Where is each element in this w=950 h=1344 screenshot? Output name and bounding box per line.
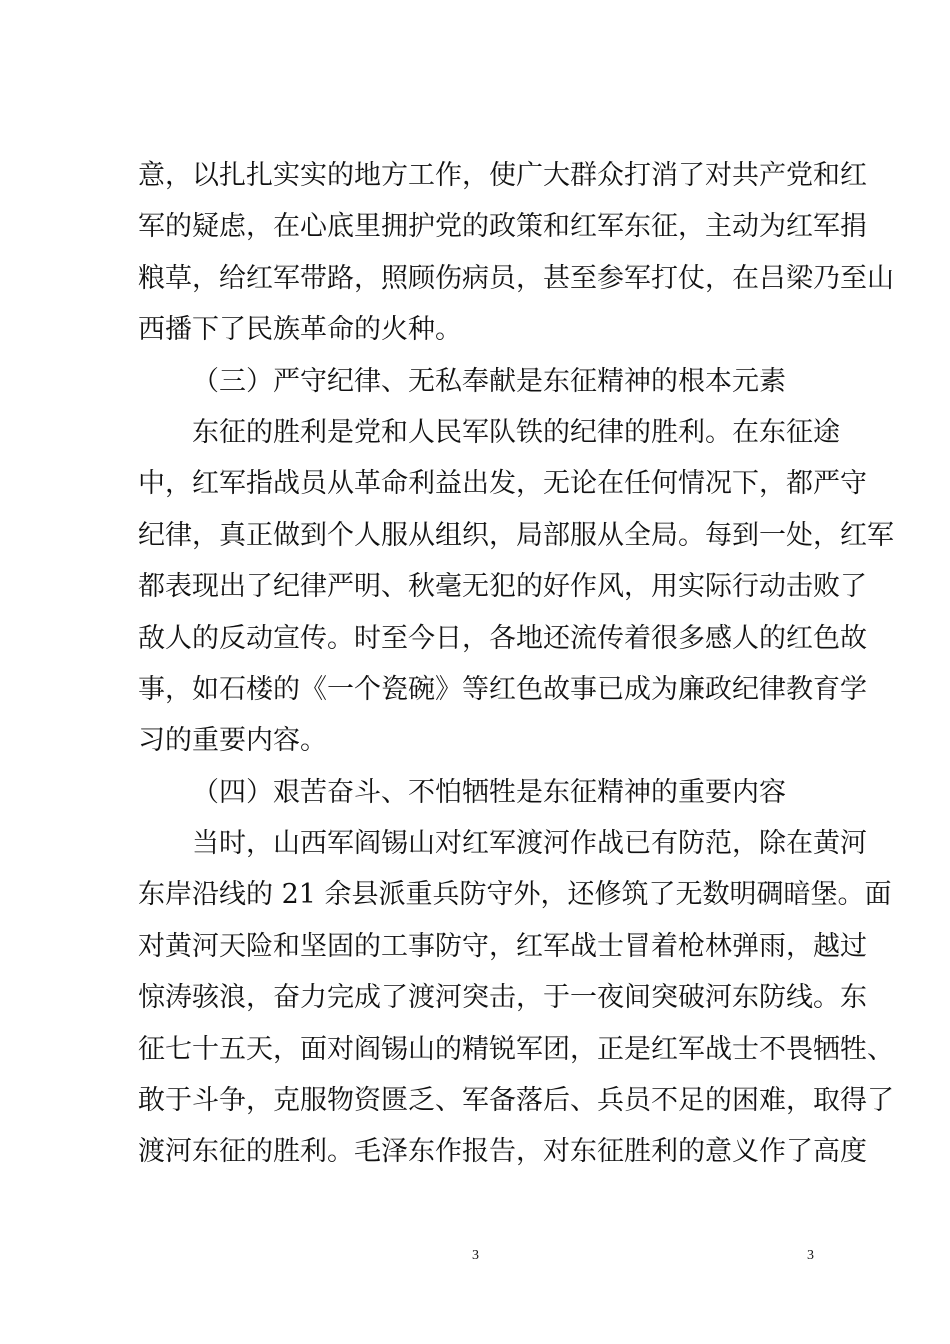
text-line: 都表现出了纪律严明、秋毫无犯的好作风，用实际行动击败了 — [138, 571, 867, 603]
text-line: 习的重要内容。 — [138, 725, 327, 757]
paragraph-first-line: 东征的胜利是党和人民军队铁的纪律的胜利。在东征途 — [192, 416, 840, 448]
text-line: 敢于斗争，克服物资匮乏、军备落后、兵员不足的困难，取得了 — [138, 1085, 894, 1117]
text-line: 征七十五天，面对阎锡山的精锐军团，正是红军战士不畏牺牲、 — [138, 1033, 894, 1065]
section-heading-4: （四）艰苦奋斗、不怕牺牲是东征精神的重要内容 — [192, 776, 786, 808]
page-number-center: 3 — [472, 1248, 479, 1263]
page-number-right: 3 — [807, 1248, 814, 1263]
text-line: 意，以扎扎实实的地方工作，使广大群众打消了对共产党和红 — [138, 160, 867, 191]
text-line: 西播下了民族革命的火种。 — [138, 314, 462, 346]
section-heading-3: （三）严守纪律、无私奉献是东征精神的根本元素 — [192, 365, 786, 397]
text-line: 东岸沿线的 21 余县派重兵防守外，还修筑了无数明碉暗堡。面 — [138, 879, 892, 911]
text-line: 纪律，真正做到个人服从组织，局部服从全局。每到一处，红军 — [138, 519, 894, 551]
paragraph-first-line: 当时，山西军阎锡山对红军渡河作战已有防范，除在黄河 — [192, 828, 867, 860]
text-line: 渡河东征的胜利。毛泽东作报告，对东征胜利的意义作了高度 — [138, 1136, 867, 1168]
text-line: 事，如石楼的《一个瓷碗》等红色故事已成为廉政纪律教育学 — [138, 673, 867, 705]
body-text — [138, 150, 894, 1178]
text-line: 敌人的反动宣传。时至今日，各地还流传着很多感人的红色故 — [138, 622, 867, 654]
text-line: 惊涛骇浪，奋力完成了渡河突击，于一夜间突破河东防线。东 — [138, 982, 867, 1014]
text-line: 对黄河天险和坚固的工事防守，红军战士冒着枪林弹雨，越过 — [138, 930, 867, 962]
text-line: 中，红军指战员从革命利益出发，无论在任何情况下，都严守 — [138, 468, 867, 500]
text-line: 粮草，给红军带路，照顾伤病员，甚至参军打仗，在吕梁乃至山 — [138, 262, 894, 294]
text-line: 军的疑虑，在心底里拥护党的政策和红军东征，主动为红军捐 — [138, 211, 867, 243]
